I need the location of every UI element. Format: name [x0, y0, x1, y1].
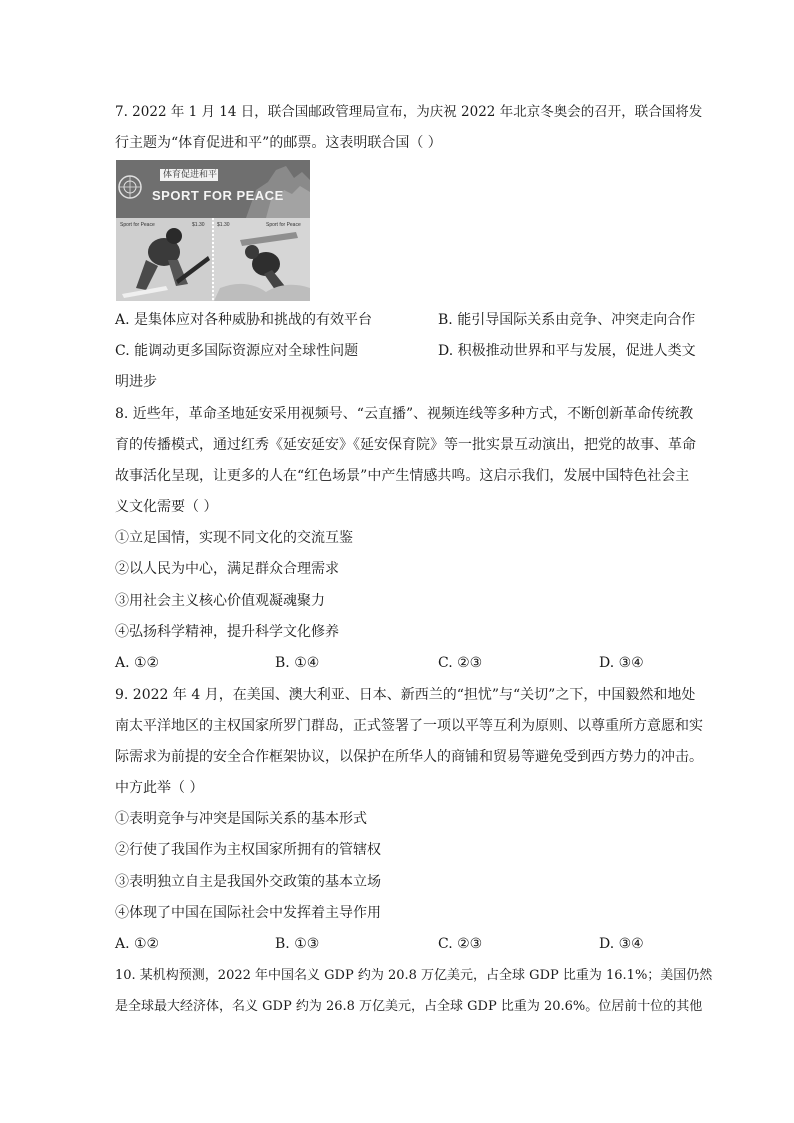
q9-option-d: D. ③④: [599, 936, 644, 952]
q8-stem-line-4: 义文化需要（ ）: [115, 499, 218, 515]
q9-option-b: B. ①③: [275, 936, 320, 952]
stamp-right-caption: Sport for Peace: [266, 222, 301, 228]
stamp-illustration: [116, 160, 310, 301]
q8-stem-line-3: 故事活化呈现，让更多的人在“红色场景”中产生情感共鸣。这启示我们，发展中国特色社会主: [115, 468, 690, 484]
q8-statement-3: ③用社会主义核心价值观凝魂聚力: [115, 593, 325, 609]
q9-statement-2: ②行使了我国作为主权国家所拥有的管辖权: [115, 842, 381, 858]
q9-statement-1: ①表明竞争与冲突是国际关系的基本形式: [115, 811, 367, 827]
q10-stem-line-1: 10. 某机构预测，2022 年中国名义 GDP 约为 20.8 万亿美元，占全球 GDP 比重为 16.1%；美国仍然: [115, 968, 713, 983]
q10-stem-line-2: 是全球最大经济体，名义 GDP 约为 26.8 万亿美元，占全球 GDP 比重为 20.6%。位居前十位的其他: [115, 999, 703, 1014]
q7-option-c: C. 能调动更多国际资源应对全球性问题: [115, 343, 359, 359]
q7-option-a: A. 是集体应对各种威胁和挑战的有效平台: [115, 312, 373, 328]
q9-option-a: A. ①②: [115, 936, 160, 952]
q8-option-a: A. ①②: [115, 655, 160, 671]
q7-option-b: B. 能引导国际关系由竞争、冲突走向合作: [438, 312, 696, 328]
q7-option-d: D. 积极推动世界和平与发展，促进人类文: [438, 343, 696, 359]
q8-option-c: C. ②③: [438, 655, 483, 671]
q9-statement-3: ③表明独立自主是我国外交政策的基本立场: [115, 874, 381, 890]
stamp-image: [116, 160, 310, 301]
stamp-left-caption: Sport for Peace: [120, 222, 155, 228]
q8-statement-1: ①立足国情，实现不同文化的交流互鉴: [115, 530, 353, 546]
q8-stem-line-2: 育的传播模式，通过红秀《延安延安》《延安保育院》等一批实景互动演出，把党的故事、革命: [115, 437, 696, 453]
stamp-title-cn: 体育促进和平: [162, 170, 217, 180]
q9-stem-line-1: 9. 2022 年 4 月，在美国、澳大利亚、日本、新西兰的“担忧”与“关切”之下，中国毅然和地处: [115, 687, 696, 703]
q7-option-d-continued: 明进步: [115, 374, 157, 390]
q8-statement-4: ④弘扬科学精神，提升科学文化修养: [115, 624, 339, 640]
stamp-right-price: $1.30: [217, 222, 230, 228]
q8-option-d: D. ③④: [599, 655, 644, 671]
stamp-left-price: $1.30: [192, 222, 205, 228]
q9-statement-4: ④体现了中国在国际社会中发挥着主导作用: [115, 905, 381, 921]
q9-stem-line-2: 南太平洋地区的主权国家所罗门群岛，正式签署了一项以平等互利为原则、以尊重所方意愿和实: [115, 718, 703, 734]
q7-stem-line-1: 7. 2022 年 1 月 14 日，联合国邮政管理局宣布，为庆祝 2022 年北京冬奥会的召开，联合国将发: [115, 104, 703, 120]
stamp-title-en: SPORT FOR PEACE: [152, 188, 284, 203]
q9-stem-line-3: 际需求为前提的安全合作框架协议，以保护在所华人的商铺和贸易等避免受到西方势力的冲击。: [115, 749, 703, 765]
q9-stem-line-4: 中方此举（ ）: [115, 780, 204, 796]
q8-stem-line-1: 8. 近些年，革命圣地延安采用视频号、“云直播”、视频连线等多种方式，不断创新革命传统教: [115, 406, 694, 422]
q9-option-c: C. ②③: [438, 936, 483, 952]
q8-statement-2: ②以人民为中心，满足群众合理需求: [115, 561, 339, 577]
q7-stem-line-2: 行主题为“体育促进和平”的邮票。这表明联合国（ ）: [115, 135, 442, 151]
q8-option-b: B. ①④: [275, 655, 320, 671]
